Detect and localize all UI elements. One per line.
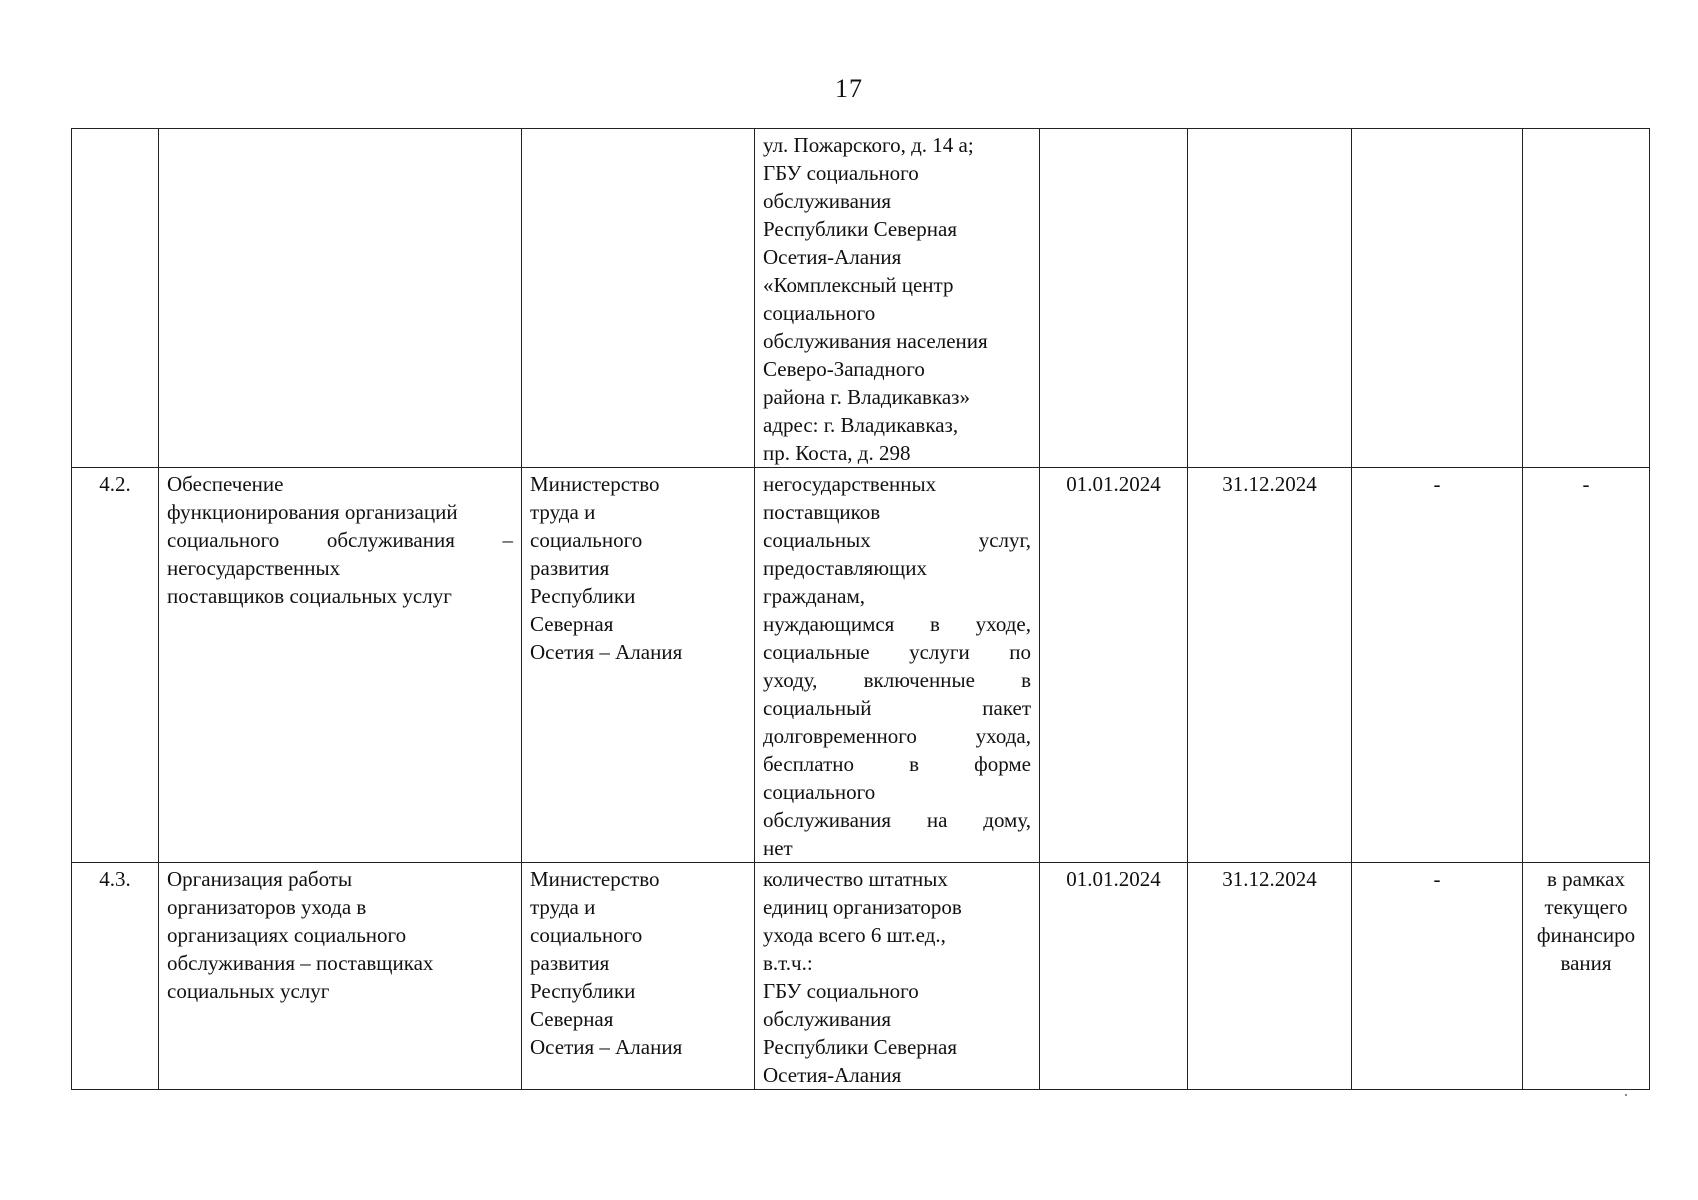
executor-line: Министерство [530, 867, 660, 891]
description-line: Республики Северная [763, 217, 958, 241]
name-line: Организация работы [167, 867, 353, 891]
measures-table [71, 128, 1650, 1090]
description-line: бесплатно в форме [763, 752, 1031, 776]
description-line: количество штатных [763, 867, 948, 891]
name-line: негосударственных [167, 556, 341, 580]
name-line: Обеспечение [167, 472, 284, 496]
executor-line: Северная [530, 612, 614, 636]
col8-line: финансиро [1536, 923, 1636, 947]
executor-line: труда и [530, 500, 596, 524]
cell-col8 [1523, 129, 1650, 468]
executor-line: Республики [530, 979, 636, 1003]
name-line: поставщиков социальных услуг [167, 584, 452, 608]
description-line: Республики Северная [763, 1035, 958, 1059]
cell-start-date [1040, 129, 1188, 468]
executor-line: развития [530, 951, 610, 975]
description-line: ухода всего 6 шт.ед., [763, 923, 946, 947]
description-line: социальный пакет [763, 696, 1031, 720]
description-line: обслуживания [763, 1007, 892, 1031]
executor-line: социального [530, 528, 643, 552]
page-number: 17 [835, 74, 863, 103]
col8-line: в рамках [1547, 867, 1625, 891]
description-line: обслуживания [763, 189, 892, 213]
description-line: единиц организаторов [763, 895, 962, 919]
description-line: нет [763, 836, 793, 860]
cell-description [755, 468, 1040, 863]
name-line: функционирования организаций [167, 500, 458, 524]
description-line: «Комплексный центр [763, 273, 954, 297]
executor-line: Осетия – Алания [530, 1035, 683, 1059]
description-line: Северо-Западного [763, 357, 925, 381]
cell-number: 4.2. [72, 468, 159, 863]
description-line: ГБУ социального [763, 979, 919, 1003]
cell-executor [522, 129, 755, 468]
cell-col7: - [1352, 468, 1523, 863]
col8-line: вания [1560, 951, 1612, 975]
name-line: организаторов ухода в [167, 895, 367, 919]
description-line: социальные услуги по [763, 640, 1031, 664]
executor-line: труда и [530, 895, 596, 919]
description-line: ул. Пожарского, д. 14 а; [763, 133, 974, 157]
cell-start-date: 01.01.2024 [1040, 863, 1188, 1090]
cell-executor [522, 863, 755, 1090]
description-line: обслуживания населения [763, 329, 988, 353]
table-row [72, 468, 1650, 863]
executor-line: развития [530, 556, 610, 580]
table-row-continuation [72, 129, 1650, 468]
description-line: негосударственных [763, 472, 937, 496]
description-line: Осетия-Алания [763, 245, 902, 269]
description-line: уходу, включенные в [763, 668, 1031, 692]
description-line: Осетия-Алания [763, 1063, 902, 1087]
cell-number: 4.3. [72, 863, 159, 1090]
scan-artifact [1625, 1094, 1627, 1096]
description-line: района г. Владикавказ» [763, 385, 970, 409]
executor-line: Министерство [530, 472, 660, 496]
description-line: социальных услуг, [763, 528, 1031, 552]
cell-measure-name [159, 129, 522, 468]
cell-executor [522, 468, 755, 863]
executor-line: Осетия – Алания [530, 640, 683, 664]
description-line: обслуживания на дому, [763, 808, 1031, 832]
description-line: в.т.ч.: [763, 951, 813, 975]
description-line: социального [763, 780, 876, 804]
description-line: социального [763, 301, 876, 325]
name-line: организациях социального [167, 923, 407, 947]
executor-line: Республики [530, 584, 636, 608]
name-line: социального обслуживания – [167, 528, 513, 552]
cell-number [72, 129, 159, 468]
description-line: ГБУ социального [763, 161, 919, 185]
description-line: пр. Коста, д. 298 [763, 441, 911, 465]
executor-line: Северная [530, 1007, 614, 1031]
cell-description [755, 129, 1040, 468]
description-line: нуждающимся в уходе, [763, 612, 1031, 636]
cell-end-date: 31.12.2024 [1188, 863, 1352, 1090]
description-line: адрес: г. Владикавказ, [763, 413, 959, 437]
name-line: обслуживания – поставщиках [167, 951, 434, 975]
cell-description [755, 863, 1040, 1090]
table-row [72, 863, 1650, 1090]
cell-start-date: 01.01.2024 [1040, 468, 1188, 863]
cell-measure-name [159, 468, 522, 863]
cell-col8: - [1523, 468, 1650, 863]
description-line: гражданам, [763, 584, 866, 608]
description-line: поставщиков [763, 500, 881, 524]
description-line: долговременного ухода, [763, 724, 1031, 748]
name-line: социальных услуг [167, 979, 330, 1003]
cell-end-date: 31.12.2024 [1188, 468, 1352, 863]
cell-measure-name [159, 863, 522, 1090]
description-line: предоставляющих [763, 556, 927, 580]
cell-end-date [1188, 129, 1352, 468]
col8-line: текущего [1544, 895, 1628, 919]
cell-col7: - [1352, 863, 1523, 1090]
executor-line: социального [530, 923, 643, 947]
cell-col7 [1352, 129, 1523, 468]
cell-col8 [1523, 863, 1650, 1090]
